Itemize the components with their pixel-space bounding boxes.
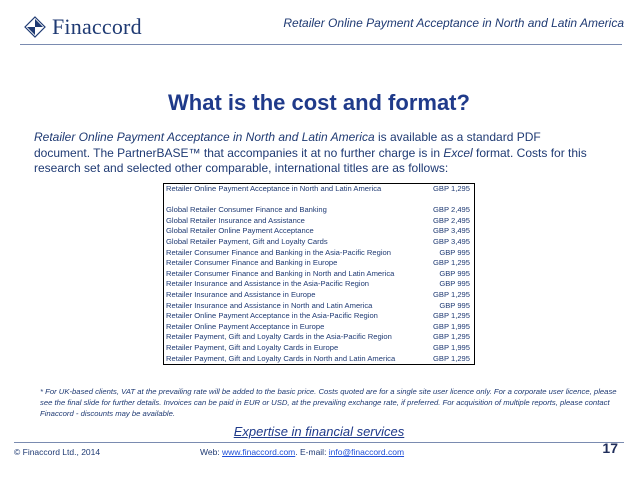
intro-text-2: format. Costs for this research set and selected other comparable, international titles are as follows: <box>34 145 587 175</box>
report-title-cell: Global Retailer Payment, Gift and Loyalty Cards <box>166 236 328 246</box>
report-title-cell: Retailer Insurance and Assistance in the Asia-Pacific Region <box>166 279 370 289</box>
report-title-cell: Retailer Insurance and Assistance in North and Latin America <box>166 300 373 310</box>
pricing-footnote: * For UK-based clients, VAT at the prevailing rate will be added to the basic price. Costs quoted are for a single site user licence only. For a corporate user licence, please see the final slide for further details. Invoices can be paid in EUR or USD, at the prevailing exchange rate, if preferred. For acquisition of multiple reports, please contact Finaccord - discounts may be available. <box>40 387 617 419</box>
price-cell: GBP 1,295 <box>432 258 470 268</box>
report-title-cell: Global Retailer Consumer Finance and Banking <box>166 205 327 215</box>
report-title-cell: Retailer Insurance and Assistance in Europe <box>166 289 316 299</box>
table-row <box>164 322 475 333</box>
intro-excel: Excel <box>443 145 473 160</box>
price-cell: GBP 995 <box>439 300 470 310</box>
report-title-cell: Retailer Consumer Finance and Banking in Europe <box>166 258 338 268</box>
table-spacer-row <box>164 195 475 206</box>
price-cell: GBP 1,295 <box>432 332 470 342</box>
report-title-cell: Retailer Payment, Gift and Loyalty Cards in North and Latin America <box>166 353 396 363</box>
table-row <box>164 354 475 365</box>
page-number: 17 <box>602 440 618 456</box>
slide-title: What is the cost and format? <box>168 90 470 115</box>
table-row-featured <box>164 184 475 195</box>
web-label: Web: <box>200 447 223 457</box>
table-row <box>164 301 475 312</box>
footer-divider <box>14 442 624 443</box>
price-cell: GBP 3,495 <box>432 226 470 236</box>
price-cell: GBP 1,295 <box>432 289 470 299</box>
logo-text: Finaccord <box>52 14 142 39</box>
report-title-cell: Global Retailer Insurance and Assistance <box>166 215 305 225</box>
website-link[interactable]: www.finaccord.com <box>222 447 296 457</box>
email-label: . E-mail: <box>295 447 329 457</box>
report-title-cell: Global Retailer Online Payment Acceptance <box>166 226 314 236</box>
intro-text-1: is available as a standard PDF document. The PartnerBASE™ that accompanies it at no further charge is in <box>34 130 541 160</box>
report-title-cell: Retailer Payment, Gift and Loyalty Cards in Europe <box>166 342 339 352</box>
table-row <box>164 332 475 343</box>
price-cell: GBP 2,495 <box>432 215 470 225</box>
finaccord-logo <box>24 14 142 40</box>
price-cell: GBP 1,995 <box>432 321 470 331</box>
table-row <box>164 205 475 216</box>
price-cell: GBP 1,995 <box>432 342 470 352</box>
price-cell: GBP 3,495 <box>432 236 470 246</box>
price-cell: GBP 1,295 <box>432 311 470 321</box>
report-title-cell: Retailer Consumer Finance and Banking in North and Latin America <box>166 268 395 278</box>
header-report-title: Retailer Online Payment Acceptance in North and Latin America <box>283 16 624 30</box>
table-row <box>164 279 475 290</box>
price-cell: GBP 995 <box>439 247 470 257</box>
table-row <box>164 269 475 280</box>
table-row <box>164 343 475 354</box>
price-cell: GBP 2,495 <box>432 205 470 215</box>
price-cell: GBP 995 <box>439 279 470 289</box>
price-cell: GBP 995 <box>439 268 470 278</box>
contact-line <box>200 447 404 457</box>
table-row <box>164 258 475 269</box>
diamond-logo-icon <box>24 16 46 38</box>
price-cell: GBP 1,295 <box>432 184 470 193</box>
header-divider <box>20 44 622 45</box>
email-link[interactable]: info@finaccord.com <box>328 447 405 457</box>
copyright: © Finaccord Ltd., 2014 <box>14 447 101 457</box>
table-row <box>164 290 475 301</box>
report-title-cell: Retailer Online Payment Acceptance in North and Latin America <box>166 184 382 193</box>
report-title-cell: Retailer Online Payment Acceptance in Europe <box>166 321 325 331</box>
price-table <box>163 183 475 365</box>
tagline: Expertise in financial services <box>233 424 405 439</box>
report-title-cell: Retailer Payment, Gift and Loyalty Cards in the Asia-Pacific Region <box>166 332 392 342</box>
price-cell: GBP 1,295 <box>432 353 470 363</box>
table-row <box>164 311 475 322</box>
table-row <box>164 216 475 227</box>
table-row <box>164 248 475 259</box>
intro-report-title: Retailer Online Payment Acceptance in North and Latin America <box>34 130 375 144</box>
report-title-cell: Retailer Consumer Finance and Banking in the Asia-Pacific Region <box>166 247 391 257</box>
report-title-cell: Retailer Online Payment Acceptance in the Asia-Pacific Region <box>166 311 378 321</box>
table-row <box>164 226 475 237</box>
intro-paragraph <box>34 130 596 177</box>
table-row <box>164 237 475 248</box>
